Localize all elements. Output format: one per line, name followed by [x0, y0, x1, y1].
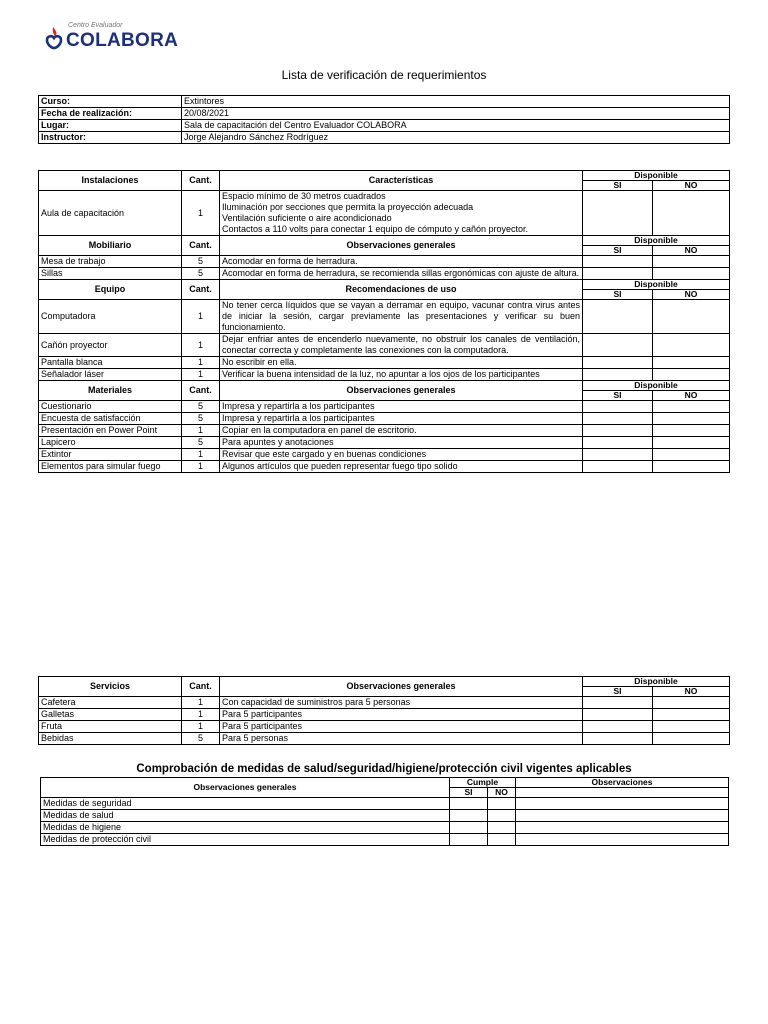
medida-name: Medidas de salud	[41, 810, 450, 822]
flame-icon	[44, 26, 64, 50]
logo-name: COLABORA	[66, 30, 179, 51]
item-observation: Verificar la buena intensidad de la luz, no apuntar a los ojos de los participantes	[220, 369, 583, 381]
info-row	[39, 132, 730, 144]
si-cell[interactable]	[583, 721, 653, 733]
observaciones-header: Observaciones generales	[220, 236, 583, 256]
si-header: SI	[583, 246, 653, 256]
item-cant: 5	[182, 413, 220, 425]
no-cell[interactable]	[653, 256, 730, 268]
disponible-header: Disponible	[583, 171, 730, 181]
cant-header: Cant.	[182, 280, 220, 300]
servicios-title: Servicios	[39, 677, 182, 697]
si-cell[interactable]	[583, 461, 653, 473]
item-observation: Para 5 participantes	[220, 721, 583, 733]
characteristic-line: Espacio mínimo de 30 metros cuadrados	[222, 191, 386, 201]
no-cell[interactable]	[653, 191, 730, 236]
no-cell[interactable]	[653, 461, 730, 473]
medidas-table	[40, 777, 729, 846]
no-cell[interactable]	[488, 822, 516, 834]
materiales-header	[39, 381, 730, 391]
cumple-header: Cumple	[450, 778, 516, 788]
servicios-header	[39, 677, 730, 687]
item-name: Sillas	[39, 268, 182, 280]
si-cell[interactable]	[583, 709, 653, 721]
item-observation: Dejar enfriar antes de encenderlo nuevamente, no obstruir los canales de ventilación, conectar correcta y completamente las conexiones con la computadora.	[220, 334, 583, 357]
si-cell[interactable]	[583, 437, 653, 449]
item-name: Bebidas	[39, 733, 182, 745]
materiales-row	[39, 461, 730, 473]
item-cant: 1	[182, 425, 220, 437]
no-cell[interactable]	[488, 810, 516, 822]
characteristic-line: Iluminación por secciones que permita la proyección adecuada	[222, 202, 474, 212]
info-label: Curso:	[39, 96, 182, 108]
item-cant: 1	[182, 461, 220, 473]
equipo-row	[39, 334, 730, 357]
item-cant: 1	[182, 369, 220, 381]
item-observation: Con capacidad de suministros para 5 personas	[220, 697, 583, 709]
servicios-row	[39, 721, 730, 733]
observacion-cell[interactable]	[516, 834, 729, 846]
si-cell[interactable]	[450, 798, 488, 810]
recomendaciones-header: Recomendaciones de uso	[220, 280, 583, 300]
mobiliario-row	[39, 256, 730, 268]
si-cell[interactable]	[583, 733, 653, 745]
medidas-row	[41, 822, 729, 834]
si-header: SI	[583, 391, 653, 401]
materiales-row	[39, 449, 730, 461]
item-cant: 1	[182, 697, 220, 709]
materiales-row	[39, 425, 730, 437]
info-label: Instructor:	[39, 132, 182, 144]
info-label: Fecha de realización:	[39, 108, 182, 120]
item-name: Cafetera	[39, 697, 182, 709]
observacion-cell[interactable]	[516, 810, 729, 822]
info-table	[38, 95, 730, 144]
item-cant: 5	[182, 256, 220, 268]
no-header: NO	[653, 181, 730, 191]
item-name: Elementos para simular fuego	[39, 461, 182, 473]
item-observation: Acomodar en forma de herradura.	[220, 256, 583, 268]
medida-name: Medidas de seguridad	[41, 798, 450, 810]
cant-header: Cant.	[182, 236, 220, 256]
observacion-cell[interactable]	[516, 822, 729, 834]
si-header: SI	[450, 788, 488, 798]
no-header: NO	[653, 290, 730, 300]
item-name: Encuesta de satisfacción	[39, 413, 182, 425]
item-name: Computadora	[39, 300, 182, 334]
item-name: Cuestionario	[39, 401, 182, 413]
info-row	[39, 108, 730, 120]
info-value: Extintores	[182, 96, 730, 108]
disponible-header: Disponible	[583, 236, 730, 246]
item-name: Señalador láser	[39, 369, 182, 381]
mobiliario-title: Mobiliario	[39, 236, 182, 256]
item-name: Lapicero	[39, 437, 182, 449]
materiales-row	[39, 401, 730, 413]
item-observation: Impresa y repartirla a los participantes	[220, 413, 583, 425]
si-cell[interactable]	[583, 334, 653, 357]
characteristic-line: Contactos a 110 volts para conectar 1 equipo de cómputo y cañón proyector.	[222, 224, 529, 234]
item-cant: 1	[182, 721, 220, 733]
si-header: SI	[583, 290, 653, 300]
item-cant: 1	[182, 300, 220, 334]
item-observation: Para 5 participantes	[220, 709, 583, 721]
si-cell[interactable]	[583, 413, 653, 425]
si-cell[interactable]	[583, 357, 653, 369]
medidas-header	[41, 778, 729, 788]
no-header: NO	[488, 788, 516, 798]
no-cell[interactable]	[653, 449, 730, 461]
info-value: Jorge Alejandro Sánchez Rodríguez	[182, 132, 730, 144]
equipo-row	[39, 357, 730, 369]
servicios-row	[39, 733, 730, 745]
mobiliario-row	[39, 268, 730, 280]
no-cell[interactable]	[488, 798, 516, 810]
si-header: SI	[583, 181, 653, 191]
no-cell[interactable]	[653, 413, 730, 425]
si-cell[interactable]	[450, 822, 488, 834]
instalaciones-header	[39, 171, 730, 181]
cant-header: Cant.	[182, 381, 220, 401]
no-header: NO	[653, 246, 730, 256]
medida-name: Medidas de higiene	[41, 822, 450, 834]
medidas-title: Comprobación de medidas de salud/seguridad/higiene/protección civil vigentes aplicables	[136, 763, 632, 775]
cant-header: Cant.	[182, 171, 220, 191]
item-observation: No tener cerca líquidos que se vayan a derramar en equipo, vacunar contra virus antes de iniciar la sesión, cargar previamente las presentaciones y verificar su buen funcionamiento.	[220, 300, 583, 334]
si-header: SI	[583, 687, 653, 697]
observacion-cell[interactable]	[516, 798, 729, 810]
item-name: Aula de capacitación	[39, 191, 182, 236]
observaciones-header: Observaciones	[516, 778, 729, 788]
item-observation: Algunos artículos que pueden representar fuego tipo solido	[220, 461, 583, 473]
item-name: Pantalla blanca	[39, 357, 182, 369]
observaciones-header: Observaciones generales	[220, 381, 583, 401]
item-name: Cañón proyector	[39, 334, 182, 357]
si-cell[interactable]	[583, 697, 653, 709]
requirements-table	[38, 170, 730, 473]
item-name: Fruta	[39, 721, 182, 733]
instalaciones-title: Instalaciones	[39, 171, 182, 191]
item-observation: Para apuntes y anotaciones	[220, 437, 583, 449]
page-title: Lista de verificación de requerimientos	[281, 68, 487, 82]
item-cant: 5	[182, 401, 220, 413]
no-header: NO	[653, 687, 730, 697]
item-cant: 1	[182, 191, 220, 236]
si-cell[interactable]	[583, 191, 653, 236]
equipo-row	[39, 300, 730, 334]
medidas-row	[41, 798, 729, 810]
materiales-row	[39, 413, 730, 425]
si-cell[interactable]	[583, 268, 653, 280]
item-observation: Acomodar en forma de herradura, se recomienda sillas ergonómicas con ajuste de altura.	[220, 268, 583, 280]
colabora-logo	[44, 22, 184, 52]
no-cell[interactable]	[653, 733, 730, 745]
disponible-header: Disponible	[583, 280, 730, 290]
instalaciones-row	[39, 191, 730, 236]
logo-subtitle: Centro Evaluador	[68, 22, 123, 29]
info-row	[39, 96, 730, 108]
item-cant: 1	[182, 334, 220, 357]
si-cell[interactable]	[583, 401, 653, 413]
item-cant: 1	[182, 357, 220, 369]
no-header: NO	[653, 391, 730, 401]
disponible-header: Disponible	[583, 381, 730, 391]
si-cell[interactable]	[583, 449, 653, 461]
characteristic-line: Ventilación suficiente o aire acondicionado	[222, 213, 392, 223]
item-cant: 5	[182, 733, 220, 745]
observaciones-header: Observaciones generales	[220, 677, 583, 697]
item-observation: Impresa y repartirla a los participantes	[220, 401, 583, 413]
item-name: Mesa de trabajo	[39, 256, 182, 268]
equipo-header	[39, 280, 730, 290]
observaciones-header-spacer	[516, 788, 729, 798]
no-cell[interactable]	[653, 300, 730, 334]
si-cell[interactable]	[583, 369, 653, 381]
item-cant: 5	[182, 268, 220, 280]
item-observation: No escribir en ella.	[220, 357, 583, 369]
no-cell[interactable]	[653, 369, 730, 381]
item-observation: Para 5 personas	[220, 733, 583, 745]
servicios-row	[39, 697, 730, 709]
item-cant: 1	[182, 709, 220, 721]
servicios-row	[39, 709, 730, 721]
cant-header: Cant.	[182, 677, 220, 697]
item-characteristics	[220, 191, 583, 236]
medidas-row	[41, 810, 729, 822]
medidas-row	[41, 834, 729, 846]
no-cell[interactable]	[653, 401, 730, 413]
si-cell[interactable]	[450, 810, 488, 822]
no-cell[interactable]	[653, 268, 730, 280]
si-cell[interactable]	[450, 834, 488, 846]
observaciones-generales-header: Observaciones generales	[41, 778, 450, 798]
mobiliario-header	[39, 236, 730, 246]
no-cell[interactable]	[653, 357, 730, 369]
si-cell[interactable]	[583, 425, 653, 437]
medida-name: Medidas de protección civil	[41, 834, 450, 846]
caracteristicas-header: Características	[220, 171, 583, 191]
no-cell[interactable]	[653, 721, 730, 733]
no-cell[interactable]	[653, 437, 730, 449]
info-value: Sala de capacitación del Centro Evaluador COLABORA	[182, 120, 730, 132]
materiales-row	[39, 437, 730, 449]
item-observation: Copiar en la computadora en panel de escritorio.	[220, 425, 583, 437]
equipo-title: Equipo	[39, 280, 182, 300]
item-name: Extintor	[39, 449, 182, 461]
no-cell[interactable]	[653, 709, 730, 721]
no-cell[interactable]	[488, 834, 516, 846]
disponible-header: Disponible	[583, 677, 730, 687]
no-cell[interactable]	[653, 425, 730, 437]
equipo-row	[39, 369, 730, 381]
item-cant: 5	[182, 437, 220, 449]
item-observation: Revisar que este cargado y en buenas condiciones	[220, 449, 583, 461]
item-name: Galletas	[39, 709, 182, 721]
si-cell[interactable]	[583, 256, 653, 268]
materiales-title: Materiales	[39, 381, 182, 401]
info-row	[39, 120, 730, 132]
info-label: Lugar:	[39, 120, 182, 132]
no-cell[interactable]	[653, 697, 730, 709]
item-name: Presentación en Power Point	[39, 425, 182, 437]
si-cell[interactable]	[583, 300, 653, 334]
item-cant: 1	[182, 449, 220, 461]
no-cell[interactable]	[653, 334, 730, 357]
servicios-table	[38, 676, 730, 745]
info-value: 20/08/2021	[182, 108, 730, 120]
